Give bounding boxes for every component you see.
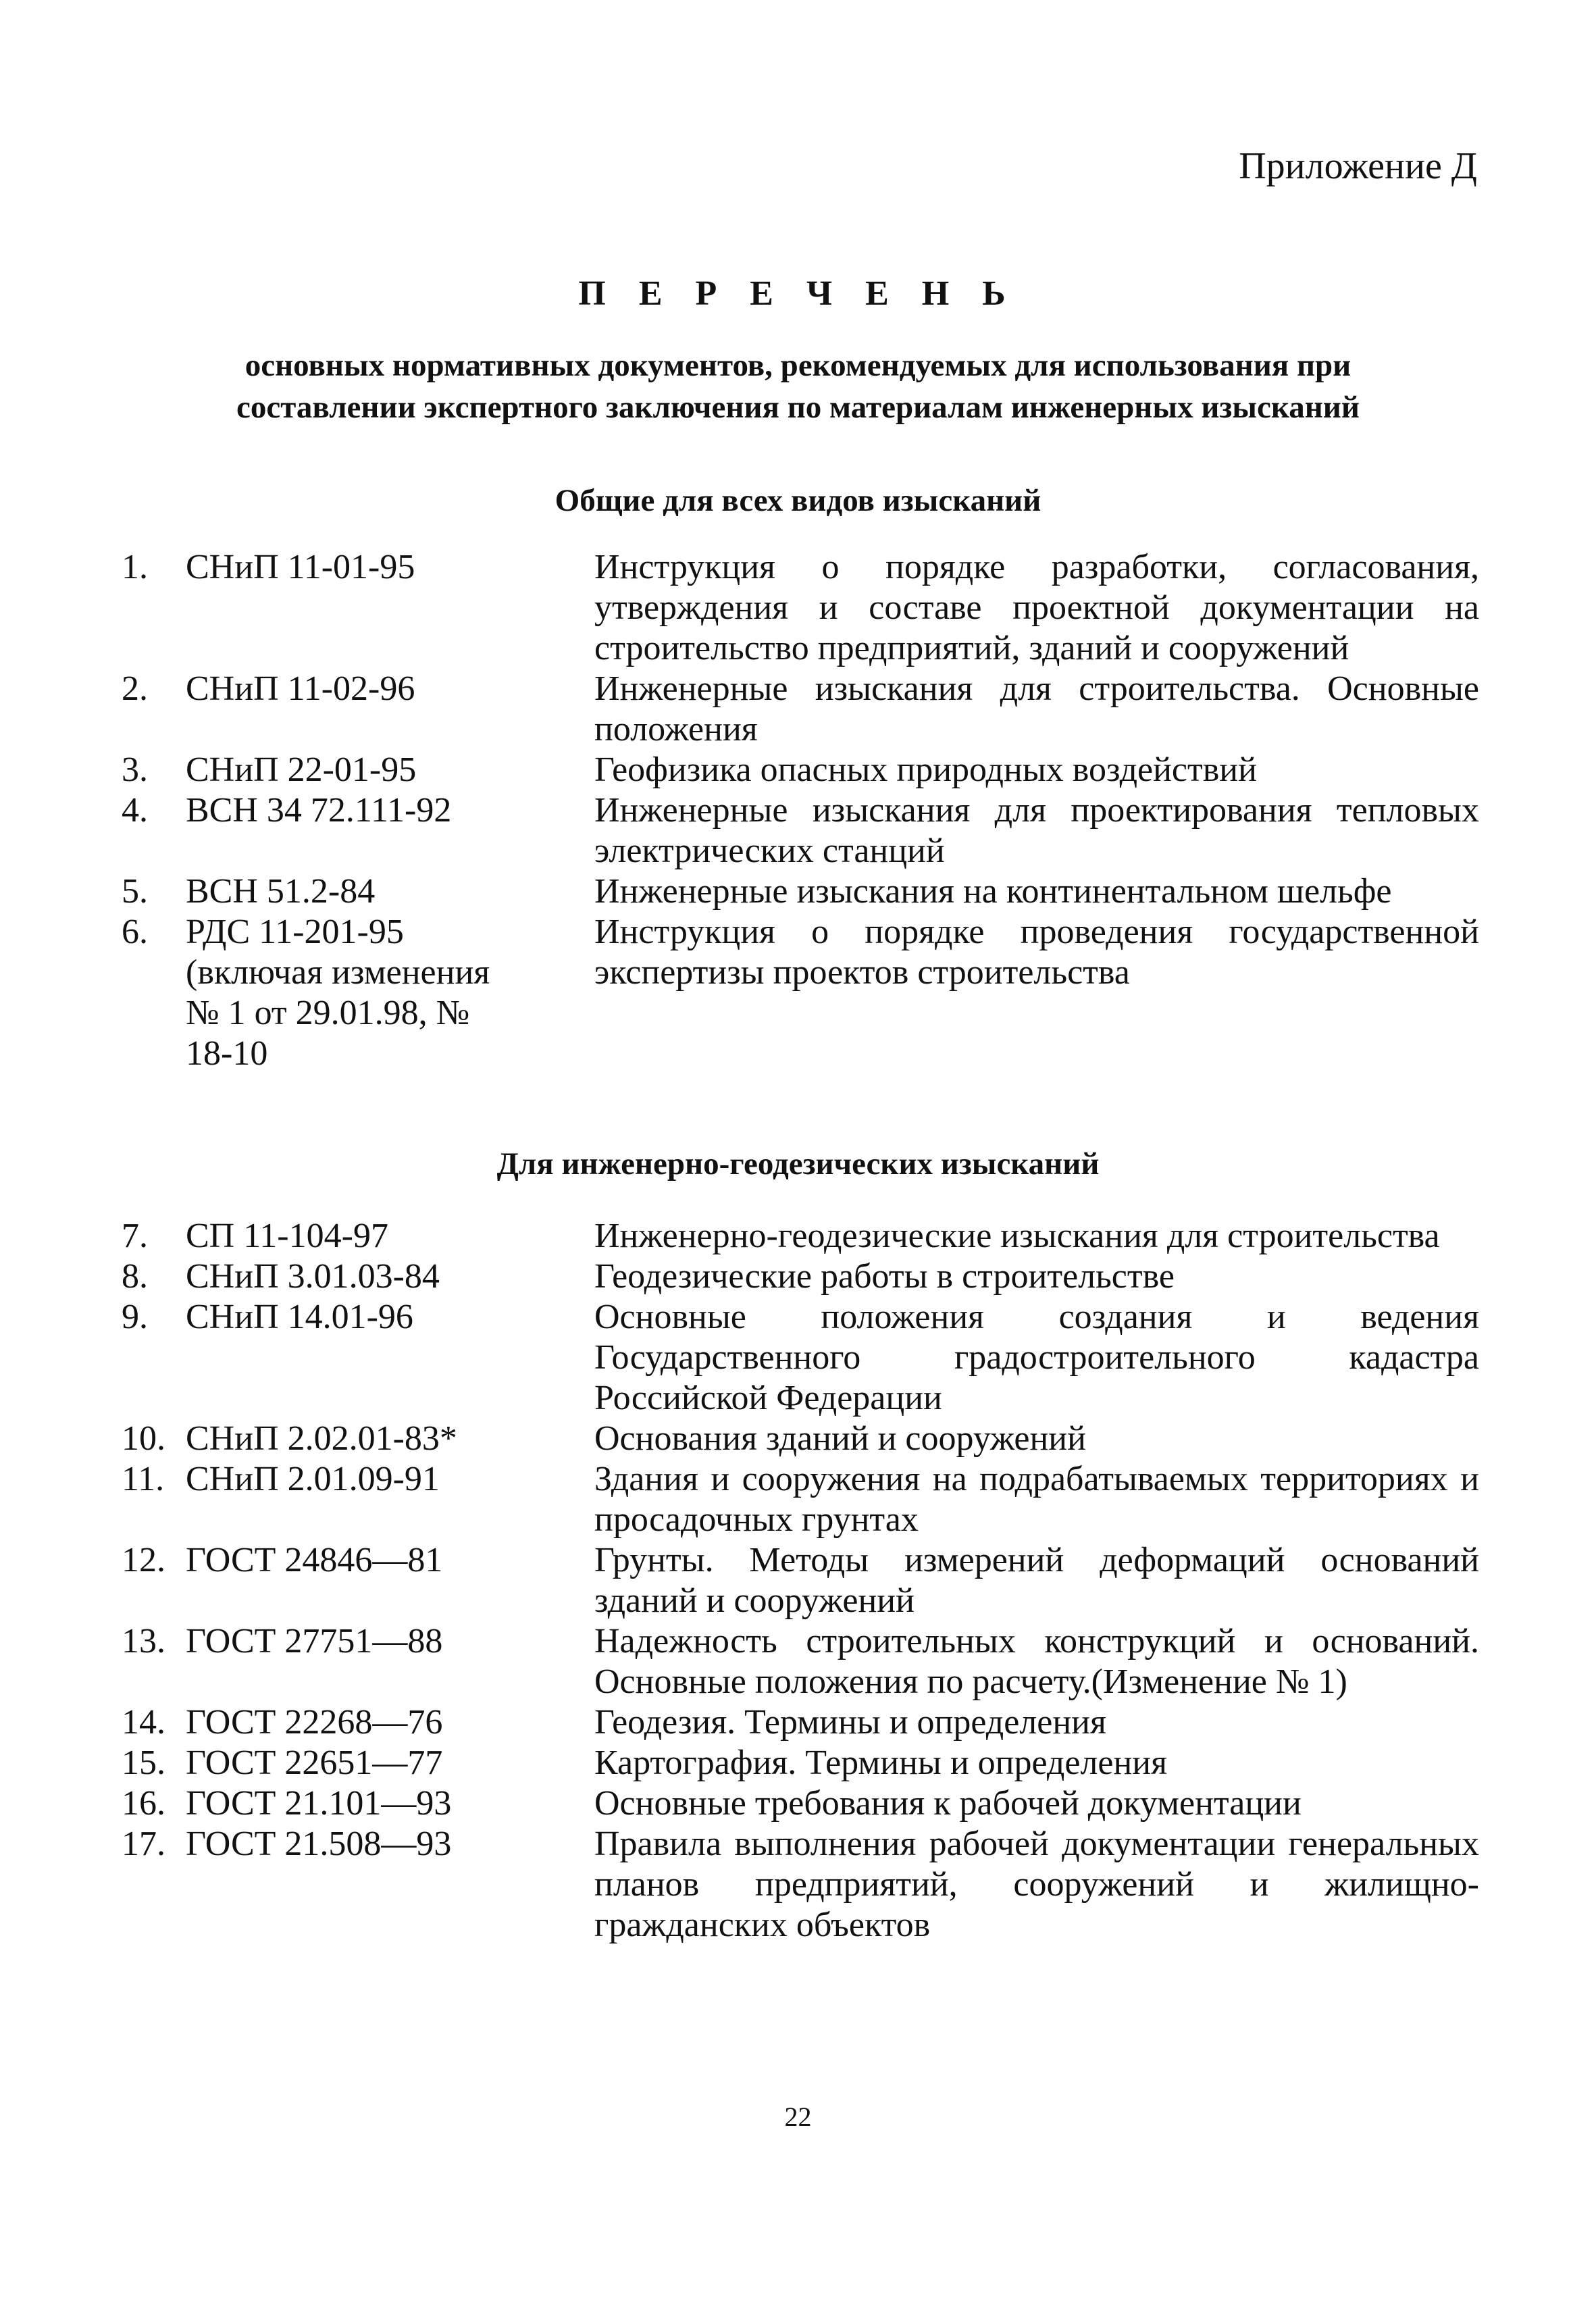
- item-number: 11.: [122, 1460, 165, 1498]
- item-number: 16.: [122, 1784, 165, 1823]
- item-description: Геофизика опасных природных воздействий: [594, 751, 1257, 789]
- item-description: Инструкция о порядке разработки, согласования, утверждения и составе проектной документации на строительство предприятий, зданий и сооружений: [594, 548, 1479, 667]
- item-description: Грунты. Методы измерений деформаций оснований зданий и сооружений: [594, 1541, 1479, 1620]
- item-document-code: РДС 11-201-95 (включая изменения № 1 от 29.01.98, № 18-10: [186, 913, 490, 1073]
- list-item: [122, 1621, 1479, 1702]
- item-description: Инженерные изыскания на континентальном шельфе: [594, 872, 1392, 911]
- item-document-code: СНиП 14.01-96: [186, 1298, 413, 1336]
- item-number: 7.: [122, 1217, 148, 1255]
- item-description: Инженерно-геодезические изыскания для строительства: [594, 1217, 1440, 1255]
- list-item: [122, 871, 1479, 912]
- item-document-code: СНиП 11-02-96: [186, 669, 415, 708]
- page-number: 22: [784, 2102, 812, 2132]
- section-heading-general: Общие для всех видов изысканий: [555, 483, 1041, 518]
- item-description: Основные положения создания и ведения Государственного градостроительного кадастра Российской Федерации: [594, 1298, 1479, 1417]
- list-item: [122, 1702, 1479, 1743]
- item-description: Основания зданий и сооружений: [594, 1419, 1086, 1458]
- item-document-code: СНиП 3.01.03-84: [186, 1257, 440, 1296]
- item-description: Здания и сооружения на подрабатываемых территориях и просадочных грунтах: [594, 1460, 1479, 1539]
- general-documents-list: [122, 547, 1479, 1074]
- list-item: [122, 1459, 1479, 1540]
- item-description: Инженерные изыскания для проектирования тепловых электрических станций: [594, 791, 1479, 870]
- list-item: [122, 1256, 1479, 1297]
- list-item: [122, 790, 1479, 871]
- item-description: Геодезические работы в строительстве: [594, 1257, 1175, 1296]
- item-document-code: ВСН 51.2-84: [186, 872, 376, 911]
- list-item: [122, 669, 1479, 750]
- item-number: 2.: [122, 669, 148, 708]
- list-item: [122, 1419, 1479, 1459]
- item-number: 4.: [122, 791, 148, 830]
- list-item: [122, 912, 1479, 1074]
- document-title: П Е Р Е Ч Е Н Ь: [578, 274, 1018, 313]
- item-document-code: ГОСТ 21.101—93: [186, 1784, 452, 1823]
- list-item: [122, 1824, 1479, 1946]
- item-description: Картография. Термины и определения: [594, 1744, 1168, 1782]
- appendix-label: Приложение Д: [1239, 145, 1477, 187]
- item-number: 14.: [122, 1703, 165, 1742]
- item-description: Основные требования к рабочей документации: [594, 1784, 1302, 1823]
- list-item: [122, 1783, 1479, 1824]
- list-item: [122, 750, 1479, 790]
- list-item: [122, 1297, 1479, 1419]
- list-item: [122, 1216, 1479, 1256]
- item-document-code: СНиП 22-01-95: [186, 751, 417, 789]
- item-number: 12.: [122, 1541, 165, 1579]
- item-description: Инструкция о порядке проведения государственной экспертизы проектов строительства: [594, 913, 1479, 992]
- list-item: [122, 547, 1479, 669]
- subtitle-line-2: составлении экспертного заключения по материалам инженерных изысканий: [236, 390, 1360, 425]
- item-document-code: ГОСТ 22651—77: [186, 1744, 443, 1782]
- geodetic-documents-list: [122, 1216, 1479, 1946]
- item-number: 10.: [122, 1419, 165, 1458]
- item-document-code: СНиП 11-01-95: [186, 548, 415, 586]
- section-heading-geodetic: Для инженерно-геодезических изысканий: [496, 1146, 1100, 1181]
- document-subtitle: [135, 345, 1461, 428]
- item-number: 5.: [122, 872, 148, 911]
- item-description: Геодезия. Термины и определения: [594, 1703, 1106, 1742]
- item-document-code: СНиП 2.02.01-83*: [186, 1419, 457, 1458]
- item-number: 3.: [122, 751, 148, 789]
- item-document-code: ГОСТ 21.508—93: [186, 1825, 452, 1863]
- item-description: Правила выполнения рабочей документации генеральных планов предприятий, сооружений и жилищно-гражданских объектов: [594, 1825, 1479, 1944]
- item-number: 9.: [122, 1298, 148, 1336]
- item-document-code: ГОСТ 27751—88: [186, 1622, 443, 1660]
- item-document-code: ГОСТ 24846—81: [186, 1541, 443, 1579]
- item-document-code: СНиП 2.01.09-91: [186, 1460, 440, 1498]
- item-number: 8.: [122, 1257, 148, 1296]
- item-description: Инженерные изыскания для строительства. Основные положения: [594, 669, 1479, 748]
- subtitle-line-1: основных нормативных документов, рекомендуемых для использования при: [244, 348, 1352, 383]
- list-item: [122, 1743, 1479, 1783]
- item-document-code: ГОСТ 22268—76: [186, 1703, 443, 1742]
- item-number: 17.: [122, 1825, 165, 1863]
- item-description: Надежность строительных конструкций и оснований. Основные положения по расчету.(Изменение № 1): [594, 1622, 1479, 1701]
- item-number: 6.: [122, 913, 148, 951]
- item-number: 15.: [122, 1744, 165, 1782]
- item-document-code: СП 11-104-97: [186, 1217, 388, 1255]
- list-item: [122, 1540, 1479, 1621]
- item-number: 13.: [122, 1622, 165, 1660]
- item-number: 1.: [122, 548, 148, 586]
- item-document-code: ВСН 34 72.111-92: [186, 791, 452, 830]
